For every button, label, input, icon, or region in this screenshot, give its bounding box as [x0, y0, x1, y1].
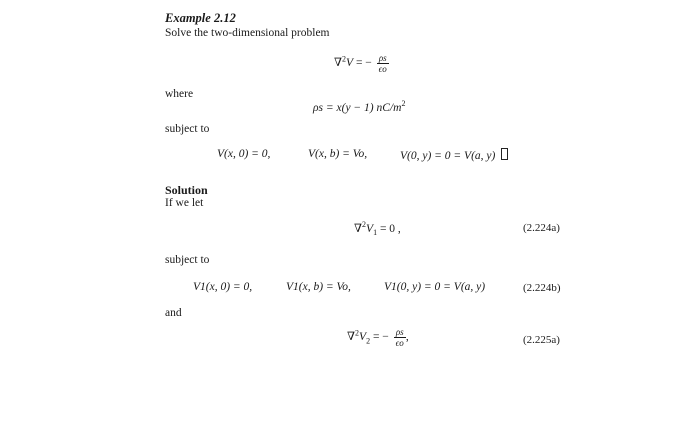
equals-sign: = −: [355, 57, 372, 70]
trailing-comma: ,: [405, 331, 409, 344]
exponent: 2: [355, 328, 360, 338]
nabla-symbol: ∇: [347, 331, 356, 344]
equation-main: [334, 53, 389, 74]
rho-definition: [313, 99, 405, 114]
solution-heading: Solution: [165, 183, 208, 197]
subscript: 2: [366, 336, 371, 346]
fraction: [377, 53, 389, 74]
and-label: and: [165, 307, 182, 319]
equation-tag-2-224b: (2.224b): [523, 282, 561, 294]
subscript: 1: [373, 228, 378, 238]
denominator: ϵo: [395, 338, 404, 348]
boundary-condition-224b-3: V1(0, y) = 0 = V(a, y): [384, 281, 486, 293]
boundary-condition-224b-1: V1(x, 0) = 0,: [193, 281, 253, 293]
equation-tag-2-224a: (2.224a): [523, 222, 560, 234]
placeholder-box-icon: [501, 148, 508, 160]
example-title: Example 2.12: [165, 11, 236, 25]
bc-text: V(0, y) = 0 = V(a, y): [400, 150, 496, 162]
exponent: 2: [401, 99, 406, 108]
where-label: where: [165, 88, 194, 100]
numerator: ρs: [395, 327, 404, 337]
rho-text: ρs = x(y − 1) nC/m: [313, 101, 402, 114]
boundary-condition-3: [400, 148, 508, 162]
subject-to-label-2: subject to: [165, 254, 210, 266]
variable: V: [366, 222, 374, 235]
equation-tag-2-225a: (2.225a): [523, 334, 560, 346]
exponent: 2: [362, 220, 367, 229]
subject-to-label: subject to: [165, 123, 210, 135]
variable: V: [359, 331, 367, 344]
denominator: ϵo: [378, 64, 387, 74]
nabla-symbol: ∇: [334, 57, 343, 70]
rhs: = 0 ,: [379, 222, 401, 235]
problem-statement: Solve the two-dimensional problem: [165, 27, 330, 39]
if-we-let-text: If we let: [165, 197, 204, 209]
fraction: [394, 327, 406, 348]
boundary-condition-2: V(x, b) = Vo,: [308, 148, 368, 160]
variable: V: [346, 57, 354, 70]
nabla-symbol: ∇: [354, 222, 363, 235]
boundary-condition-1: V(x, 0) = 0,: [217, 148, 271, 160]
boundary-condition-224b-2: V1(x, b) = Vo,: [286, 281, 351, 293]
equals-sign: = −: [372, 331, 389, 344]
exponent: 2: [342, 54, 347, 64]
numerator: ρs: [378, 53, 387, 63]
equation-2-224a: [354, 220, 401, 237]
equation-2-225a: [347, 327, 409, 348]
